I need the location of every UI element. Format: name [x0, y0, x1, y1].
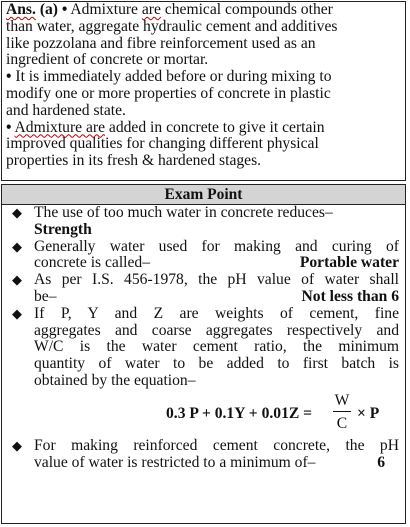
- item-answer: Portable water: [299, 254, 399, 272]
- fraction-bar: [333, 411, 351, 412]
- item-answer: 6: [377, 453, 385, 471]
- item-text: obtained by the equation–: [34, 371, 196, 389]
- exam-point-list: [2, 205, 405, 471]
- exam-point-item: [6, 438, 399, 472]
- answer-text: chemical compounds other: [160, 1, 333, 18]
- item-text: aggregates and coarse aggregates respectively and: [34, 321, 399, 339]
- item-text: For making reinforced cement concrete, the pH: [34, 436, 399, 454]
- exam-point-heading: Exam Point: [2, 185, 405, 205]
- equation-left: 0.3 P + 0.1Y + 0.01Z =: [166, 404, 313, 422]
- exam-point-item: [6, 205, 399, 239]
- answer-line: ingredient of concrete or mortar.: [6, 51, 209, 69]
- exam-point-item: [6, 239, 399, 273]
- answer-line: modify one or more properties of concrete in plastic: [6, 84, 331, 102]
- answer-option: (a): [39, 1, 58, 18]
- answer-text: are: [141, 1, 161, 18]
- item-text: The use of too much water in concrete reduces–: [34, 204, 333, 221]
- answer-text: Admixture are: [14, 118, 106, 136]
- exam-point-item: [6, 306, 399, 390]
- bullet-icon: •: [61, 1, 68, 18]
- exam-point-item: [6, 272, 399, 306]
- item-text: be–: [34, 287, 57, 305]
- answer-line: [6, 69, 401, 86]
- item-text: As per I.S. 456-1978, the pH value of water shall: [34, 271, 399, 289]
- item-answer: Not less than 6: [301, 287, 399, 305]
- bullet-icon: •: [6, 68, 12, 86]
- answer-line: properties in its fresh & hardened stages.: [6, 152, 262, 170]
- diamond-bullet-icon: ◆: [12, 238, 22, 254]
- diamond-bullet-icon: ◆: [12, 437, 22, 453]
- item-text: If P, Y and Z are weights of cement, fine: [34, 304, 399, 322]
- item-text: Generally water used for making and curing of: [34, 237, 399, 255]
- diamond-bullet-icon: ◆: [12, 305, 22, 321]
- bullet-icon: •: [6, 118, 12, 136]
- diamond-bullet-icon: ◆: [12, 205, 22, 220]
- equation-fraction: [333, 392, 351, 432]
- item-answer: Strength: [34, 220, 92, 238]
- exam-point-box: [1, 184, 406, 524]
- answer-text: added in concrete to give it certain: [105, 118, 325, 136]
- answer-line: [6, 120, 401, 137]
- item-text: concrete is called–: [34, 254, 151, 272]
- equation: [6, 390, 399, 438]
- answer-line: like pozzolana and fibre reinforcement used as an: [6, 34, 316, 52]
- answer-line-1: [6, 2, 401, 19]
- item-text: W/C is the water cement ratio, the minimum: [34, 338, 399, 356]
- item-text: value of water is restricted to a minimum of–: [34, 453, 316, 471]
- answer-line: and hardened state.: [6, 101, 126, 119]
- answer-text: It is immediately added before or during mixing to: [15, 68, 332, 86]
- answer-box: [1, 1, 406, 181]
- answer-line: improved qualities for changing different physical: [6, 135, 319, 153]
- fraction-denominator: C: [336, 414, 348, 432]
- answer-text: Admixture: [70, 1, 142, 18]
- item-text: quantity of water to be added to first batch is: [34, 355, 399, 373]
- answer-line: than water, aggregate hydraulic cement and additives: [6, 17, 338, 35]
- equation-right: × P: [357, 404, 380, 422]
- fraction-numerator: W: [334, 391, 350, 409]
- diamond-bullet-icon: ◆: [12, 272, 22, 288]
- answer-label: Ans.: [6, 1, 36, 18]
